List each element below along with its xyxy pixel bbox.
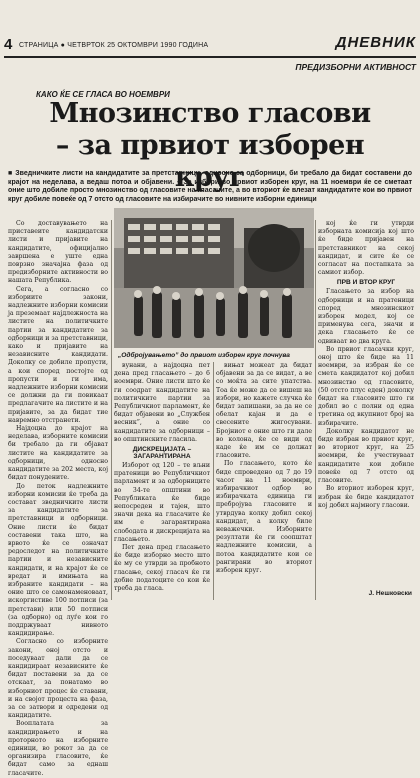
newspaper-name: ДНЕВНИК xyxy=(335,34,416,51)
paragraph: По гласањето, кото ќе биде спроведено од 7 до 19 часот на 11 ноември, избирачкиот одбор во избирачката единица ги пребројува гласовите и утврдува колку добил секој кандидат, а колку биле неважечки. Изборните резултати ќе ги соопштат надлежните комисии, а потоа кандидатите кои се рангирани во вториот изборен круг. xyxy=(216,460,312,575)
article-column-4 xyxy=(318,220,414,600)
column-divider xyxy=(213,362,214,600)
street-scene-image xyxy=(114,208,314,348)
page-number: 4 xyxy=(4,36,13,53)
paragraph: вунани, а најдоцна пет дена пред гласањето – до 6 ноември. Оние листи што ќе ги соодрат кандидатите на политичките партии за Републичкиот парламент, ќе бидат објавени во „Службен весник”, а оние со кандидатите за одборници – во општинските гласила. xyxy=(114,362,210,443)
paragraph: вињат можеат да бидат објавени за да се видат, а ве со моќта за сите упатства. Тоа ќе може да се вишеш на избори, но кажете случка ќе бидат запишани, за да не се обелат кајан и да е свесените жигосувани. Бројниот е оние што ги дале во колона, ќе се види од каде ќе им се должат гласовите. xyxy=(216,362,312,460)
page-header xyxy=(4,36,416,54)
article-column-3 xyxy=(216,362,312,600)
paragraph: Сега, а согласно со избориите закони, надлежните изборни комисии ја преземаат најдлежноста на листите на политичките партии за кандидатите за одборници и за претставници, како и пријавите на независните кандидати. Доколку се добиле пропусти, а кои според постојте од пропусти и ги има, надлежните изборни комисии се должни да ги повикаат предлагачите на листите и на пријавите, за да бидат тие навремно отстранети. xyxy=(8,285,108,424)
article-lead: ■ Зведничките листи на кандидатите за претставници, односно за одборници, би требало да бидат составени до крајот на неделава, а ведаш потоа и објавени. – За избори во првиот изборен круг, на 11 ноември ќе се сметаат оние што добиле просто мнозинство од гласовите на гласачите, а во вториот ќе влезат кандидатите кои во првиот круг добиле повеќе од 7 отсто од гласовите на избирачите во нивните изборни единици xyxy=(8,170,412,203)
paragraph: Вооплатата за кандидирањето и на проторното на изборните единици, во рокот за да се организира гласовите, ќе бидат само за еднаш гласачите. xyxy=(8,720,108,777)
article-headline: Мнозинство гласови – за првиот изборен круг xyxy=(49,98,371,193)
column-divider xyxy=(315,220,316,600)
paragraph: Најдоцна до крајот на неделава, изборните комисии би требало да ги објават листите на кандидатите за одборници, односно кандидатите за 202 места, кој бидат понудените. xyxy=(8,425,108,482)
news-photo xyxy=(114,208,314,348)
subheading: ДИСКРЕЦИЈАТА – ЗАГАРАНТИРАНА xyxy=(132,446,192,461)
paragraph: Во првиот гласачки круг, оној што ќе биде на 11 ноември, за избран ќе се смета кандидатот кој добил мнозинство од гласовите, (50 отсто плус еден) доколку бидат на гласовите што ги добил во с полни од една третина од вкупниот број на избирачите. xyxy=(318,345,414,427)
section-title: ПРЕДИЗБОРНИ АКТИВНОСТ xyxy=(295,62,416,72)
article-column-2 xyxy=(114,362,210,600)
article-column-1 xyxy=(8,220,108,777)
paragraph: Во вториот изборен круг, избран ќе биде кандидатот кој добил најмногу гласови. xyxy=(318,485,414,509)
paragraph: Согласно со изборните закони, оној отсто и поседуваат дали да се кандидираат независните ќе бидат поставени за да се отскаат, за понатамо во изборниот процес ќе ставани, и на својот процеста на фаза, за се затвори и одредени од кандидатите. xyxy=(8,638,108,720)
paragraph: Изборот од 120 – те вљни пратеници во Републичкиот парламент и за одборниците во 34-те општини во Републиката ќе биде непосреден и тајен, што значи дека на гласачите ќе им е загарантирана слободата и дискрецијата на гласањето. xyxy=(114,462,210,543)
author-signature: Ј. Нешковски xyxy=(368,590,412,597)
paragraph: Со доставувањето на приставеите кандидатски листи и пријавите на кандидатите, официјално завршена е уште една поврзно значајна фаза од предизборните активности во нашата Република. xyxy=(8,220,108,285)
header-rule xyxy=(4,56,416,58)
paragraph: кој ќе ги утврди изборната комисија кој што ќе биде пријавен на претставникот на секој кандидат, и сите ќе се согласат на постапката за самиот избор. xyxy=(318,220,414,277)
subheading: ПРВ И ВТОР КРУГ xyxy=(336,279,396,287)
paragraph: Пет дена пред гласањето ќе биде изборно место што ќе му се утврди за пробното гласање, секој гласач ќе ги добие податоците со кои ќе треба да гласа. xyxy=(114,544,210,593)
paragraph: До петок надлежните изборни комисии ќе треба да состават зведничките листи за кандидатите за претставници и одборници. Оние листи ќе бидат составени така што, на врвото ќе се означат редоследот на политичките партии и независните кандидати, и на крајот ќе се вредат и имињата на избраните кандидати – на оние што се самонаменоваат, искоргистиве 100 потписи (за претстави) или 50 потписи (за одборно) од луѓе кои го поддржуваат нивното кандидирање. xyxy=(8,482,108,638)
paragraph: Гласањето за избор на одборници и на пратеници според мнозинскиот изборен модел, кој се применува сега, значи и дека гласањето ќе се одвиваат во два круга. xyxy=(318,288,414,345)
issue-date: СТРАНИЦА ● ЧЕТВРТОК 25 ОКТОМВРИ 1990 ГОДИНА xyxy=(19,42,209,49)
paragraph: Доколку кандидатот не биде избран во првиот круг, во вториот круг, на 25 ноември, ќе учествуваат кандидатите кои добиле повеќе од 7 отсто од гласовите. xyxy=(318,427,414,485)
article-kicker: КАКО ЌЕ СЕ ГЛАСА ВО НОЕМВРИ xyxy=(36,90,170,99)
photo-caption: „Одбројувањето” до првиот изборен круг почнува xyxy=(118,352,290,359)
column-divider xyxy=(111,220,112,600)
